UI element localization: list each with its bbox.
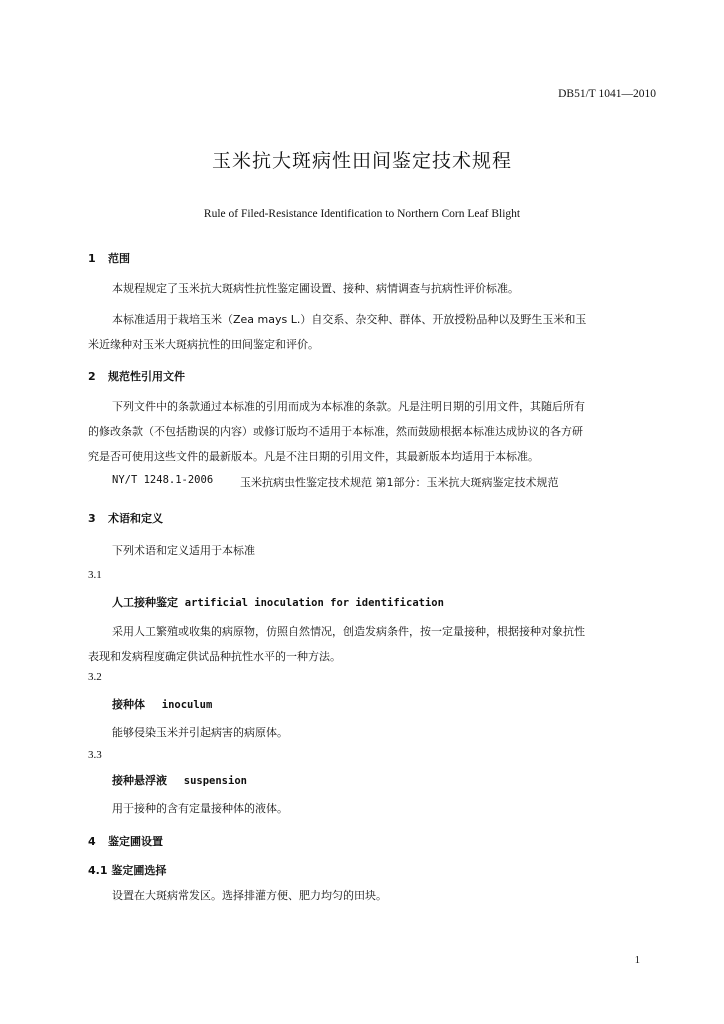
section-3-heading: [88, 510, 163, 526]
document-subtitle: Rule of Filed-Resistance Identification to Northern Corn Leaf Blight: [203, 208, 521, 220]
term-zh: 接种悬浮液: [112, 774, 167, 787]
term-heading: [112, 594, 444, 610]
standard-number: DB51/T 1041—2010: [558, 88, 656, 100]
paragraph: 本规程规定了玉米抗大斑病性抗性鉴定圃设置、接种、病情调查与抗病性评价标准。: [112, 282, 519, 295]
term-zh: 接种体: [112, 698, 145, 711]
section-number: 4: [88, 835, 96, 848]
term-en: suspension: [183, 775, 247, 787]
term-en: artificial inoculation for identification: [184, 597, 444, 609]
definition: 能够侵染玉米并引起病害的病原体。: [112, 726, 288, 739]
section-4-heading: [88, 833, 163, 849]
reference-title: 玉米抗病虫性鉴定技术规范 第1部分：玉米抗大斑病鉴定技术规范: [240, 476, 559, 489]
term-zh: 人工接种鉴定: [112, 596, 178, 609]
term-heading: [112, 772, 247, 788]
definition: 采用人工繁殖或收集的病原物，仿照自然情况，创造发病条件，按一定量接种，根据接种对象抗性: [112, 625, 585, 638]
paragraph: 的修改条款（不包括勘误的内容）或修订版均不适用于本标准，然而鼓励根据本标准达成协议的各方研: [88, 425, 583, 438]
page-number: 1: [634, 955, 640, 966]
paragraph: 设置在大斑病常发区。选择排灌方便、肥力均匀的田块。: [112, 889, 387, 902]
subsection-title: 鉴定圃选择: [111, 864, 167, 877]
section-title: 范围: [108, 252, 130, 265]
paragraph: 米近缘种对玉米大斑病抗性的田间鉴定和评价。: [88, 338, 319, 351]
paragraph: 本标准适用于栽培玉米（Zea mays L.）自交系、杂交种、群体、开放授粉品种以及野生玉米和玉: [112, 313, 587, 326]
subsection-4-1-heading: [88, 862, 166, 878]
section-number: 1: [88, 252, 96, 265]
section-number: 3: [88, 512, 96, 525]
definition: 用于接种的含有定量接种体的液体。: [112, 802, 288, 815]
section-2-heading: [88, 368, 185, 384]
clause-number: 3.2: [88, 671, 102, 683]
clause-number: 3.1: [88, 569, 102, 581]
section-title: 术语和定义: [108, 512, 163, 525]
section-number: 2: [88, 370, 96, 383]
section-1-heading: [88, 250, 130, 266]
document-title: 玉米抗大斑病性田间鉴定技术规程: [211, 150, 512, 172]
section-title: 规范性引用文件: [108, 370, 185, 383]
paragraph: 下列文件中的条款通过本标准的引用而成为本标准的条款。凡是注明日期的引用文件，其随后所有: [112, 400, 585, 413]
term-heading: [112, 696, 212, 712]
definition: 表现和发病程度确定供试品种抗性水平的一种方法。: [88, 650, 341, 663]
section-title: 鉴定圃设置: [108, 835, 163, 848]
subsection-number: 4.1: [88, 864, 108, 877]
reference-code: NY/T 1248.1-2006: [112, 474, 214, 486]
paragraph: 下列术语和定义适用于本标准: [112, 544, 255, 557]
paragraph: 究是否可使用这些文件的最新版本。凡是不注日期的引用文件，其最新版本均适用于本标准。: [88, 450, 539, 463]
clause-number: 3.3: [88, 749, 102, 761]
term-en: inoculum: [161, 699, 213, 711]
